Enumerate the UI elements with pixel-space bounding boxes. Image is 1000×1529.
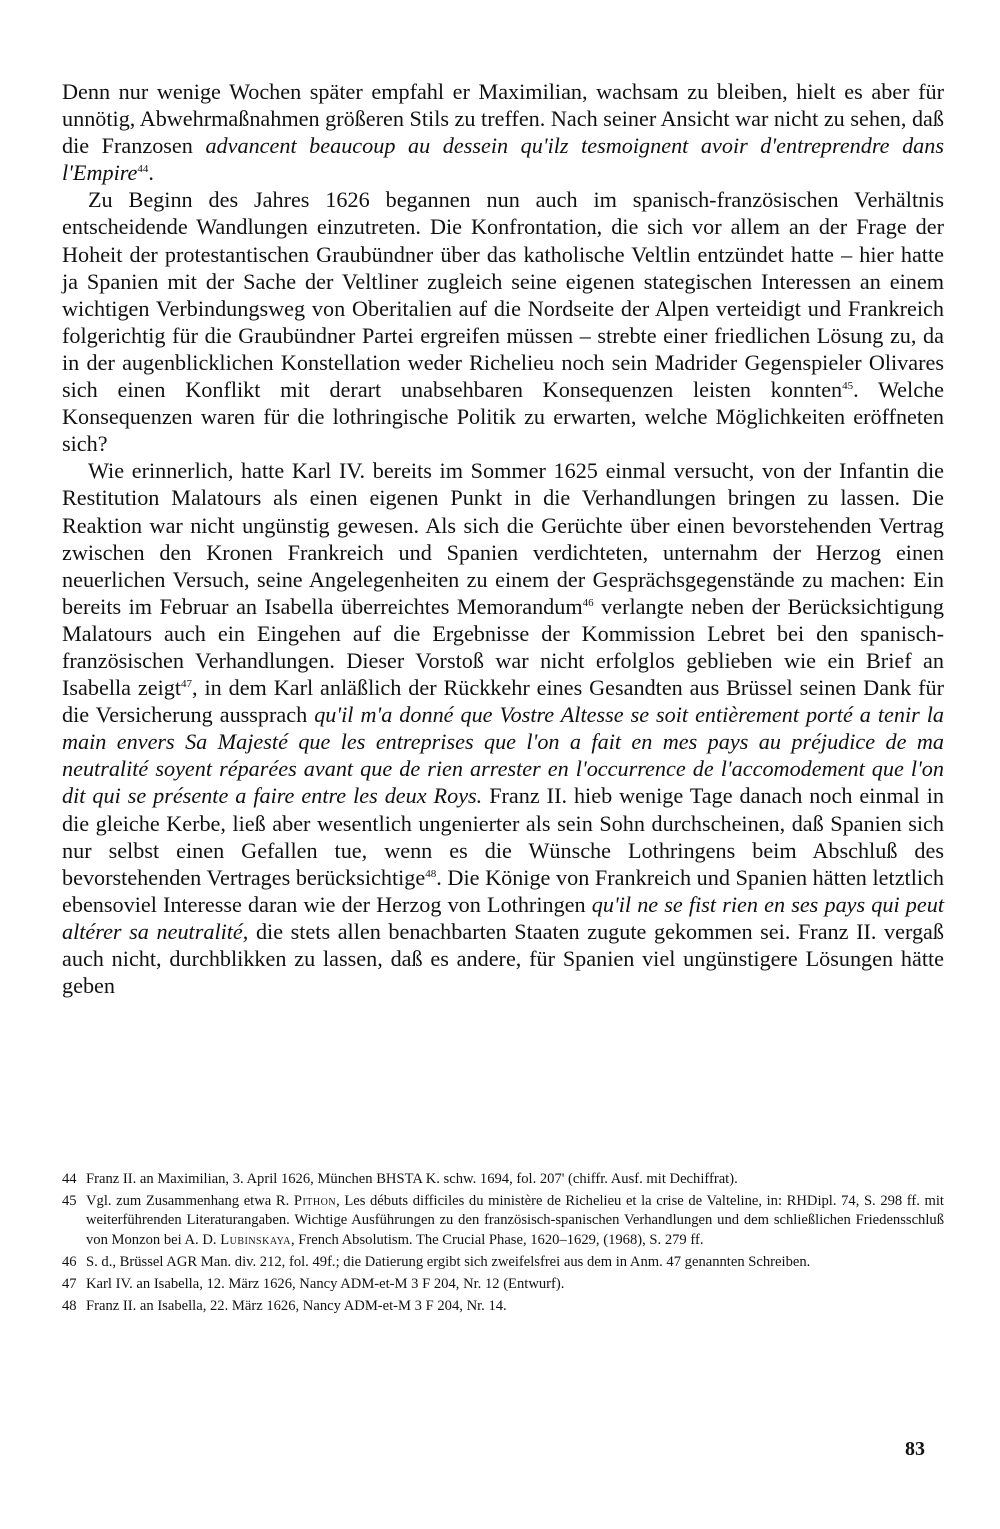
page-number: 83: [905, 1438, 925, 1460]
text-run: Wie erinnerlich, hatte Karl IV. bereits im Sommer 1625 einmal versucht, von der Infantin die Restitution Malatours als einen eigenen Punkt in die Verhandlungen bringen zu lassen. Die Reaktion war nicht ungünstig gewesen. Als sich die Gerüchte über einen bevorstehenden Vertrag zwischen den Kronen Frankreich und Spanien verdichteten, unternahm der Herzog einen neuerlichen Versuch, seine Angelegenheiten zu einem der Gesprächsgegenstände zu machen: Ein bereits im Februar an Isabella überreichtes Memorandum: [62, 458, 944, 619]
footnote-text: S. d., Brüssel AGR Man. div. 212, fol. 49f.; die Datierung ergibt sich zweifelsfrei aus dem in Anm. 47 genannten Schreiben.: [86, 1253, 811, 1270]
footnote-44: [62, 1170, 944, 1189]
author-name: Lubinskaya: [220, 1231, 291, 1248]
footnote-48: [62, 1297, 944, 1316]
footnote-number: 45: [62, 1193, 77, 1210]
footnote-text: Franz II. an Maximilian, 3. April 1626, München BHSTA K. schw. 1694, fol. 207' (chiffr. Ausf. mit Dechiffrat).: [86, 1171, 738, 1187]
footnote-ref[interactable]: 47: [181, 678, 193, 691]
author-name: Pithon: [293, 1193, 337, 1210]
text-run: , in dem Karl anläßlich der Rückkehr eines Gesandten aus Brüssel seinen Dank für die Versicherung aussprach: [62, 675, 945, 728]
footnote-number: 47: [62, 1276, 77, 1293]
text-run: . Die Könige von Frankreich und Spanien hätten letztlich ebensoviel Interesse daran wie der Herzog von Lothringen: [62, 864, 944, 917]
footnote-ref[interactable]: 45: [842, 380, 854, 393]
french-quote: advancent beaucoup au dessein qu'ilz tesmoignent avoir d'entreprendre dans l'Empire: [62, 133, 944, 186]
text-run: .: [148, 160, 154, 186]
text-run: Zu Beginn des Jahres 1626 begannen nun auch im spanisch-französischen Verhältnis entscheidende Wandlungen einzutreten. Die Konfrontation, die sich vor allem an der Frage der Hoheit der protestantischen Graubündner über das katholische Veltlin entzündet hatte – hier hatte ja Spanien mit der Sache der Veltliner zugleich seine eigenen stategischen Interessen an einem wichtigen Verbindungsweg von Oberitalien auf die Nordseite der Alpen verteidigt und Frankreich folgerichtig für die Graubündner Partei ergreifen müssen – strebte einer friedlichen Lösung zu, da in der augenblicklichen Konstellation weder Richelieu noch sein Madrider Gegenspieler Olivares sich einen Konflikt mit derart unabsehbaren Konsequenzen leisten konnten: [62, 187, 944, 403]
footnote-ref[interactable]: 46: [582, 596, 594, 609]
paragraph-3: [62, 457, 944, 999]
main-text: [62, 78, 944, 999]
footnote-text-run: , French Absolutism. The Crucial Phase, 1620–1629, (1968), S. 279 ff.: [290, 1231, 704, 1248]
footnotes: [62, 1170, 944, 1319]
text-run: die stets allen benachbarten Staaten zugute gekommen sei. Franz II. vergaß auch nicht, durchblikken zu lassen, daß es andere, für Spanien viel ungünstigere Lösungen hätte geben: [62, 918, 944, 999]
footnote-number: 48: [62, 1298, 77, 1315]
footnote-text: [86, 1192, 944, 1250]
footnote-ref[interactable]: 48: [425, 867, 437, 880]
footnote-text-run: , Les débuts difficiles du ministère de Richelieu et la crise de Valteline, in: RHDipl. 74, S. 298 ff. mit weiterführenden Literaturangaben. Wichtige Ausführungen zu den französisch-spanischen Verhandlungen und dem schließlichen Friedensschluß von Monzon bei A. D.: [86, 1193, 944, 1248]
text-run: Denn nur wenige Wochen später empfahl er Maximilian, wachsam zu bleiben, hielt es aber für unnötig, Abwehrmaßnahmen größeren Stils zu treffen. Nach seiner Ansicht war nicht zu sehen, daß die Franzosen: [62, 79, 944, 159]
footnote-text: Karl IV. an Isabella, 12. März 1626, Nancy ADM-et-M 3 F 204, Nr. 12 (Entwurf).: [86, 1276, 565, 1293]
footnote-45: [62, 1192, 944, 1250]
footnote-text: Franz II. an Isabella, 22. März 1626, Nancy ADM-et-M 3 F 204, Nr. 14.: [86, 1298, 507, 1315]
footnote-47: [62, 1275, 944, 1294]
text-run: . Welche Konsequenzen waren für die lothringische Politik zu erwarten, welche Möglichkeiten eröffneten sich?: [62, 377, 944, 457]
french-quote: qu'il m'a donné que Vostre Altesse se soit entièrement porté a tenir la main envers Sa Majesté que les entreprises que l'on a fait en mes pays au préjudice de ma neutralité soyent réparées avant que de rien arrester en l'occurrence de l'accomodement que l'on dit qui se présente a faire entre les deux Roys.: [62, 702, 944, 809]
footnote-number: 46: [62, 1253, 77, 1270]
paragraph-1: [62, 78, 944, 186]
paragraph-2: [62, 186, 944, 457]
text-run: verlangte neben der Berücksichtigung Malatours auch ein Eingehen auf die Ergebnisse der Kommission Lebret bei den spanisch-französischen Verhandlungen. Dieser Vorstoß war nicht erfolglos geblieben wie ein Brief an Isabella zeigt: [62, 593, 944, 701]
footnote-text-run: Vgl. zum Zusammenhang etwa R.: [86, 1193, 294, 1210]
text-run: Franz II. hieb wenige Tage danach noch einmal in die gleiche Kerbe, ließ aber wesentlich ungenierter als sein Sohn durchscheinen, daß Spanien sich nur selbst einen Gefallen tue, wenn es die Wünsche Lothringens beim Abschluß des bevorstehenden Vertrages berücksichtige: [62, 783, 944, 890]
footnote-46: [62, 1253, 944, 1272]
footnote-ref[interactable]: 44: [137, 163, 149, 176]
french-quote: qu'il ne se fist rien en ses pays qui peut altérer sa neutralité,: [62, 891, 945, 944]
footnote-number: 44: [62, 1171, 77, 1187]
